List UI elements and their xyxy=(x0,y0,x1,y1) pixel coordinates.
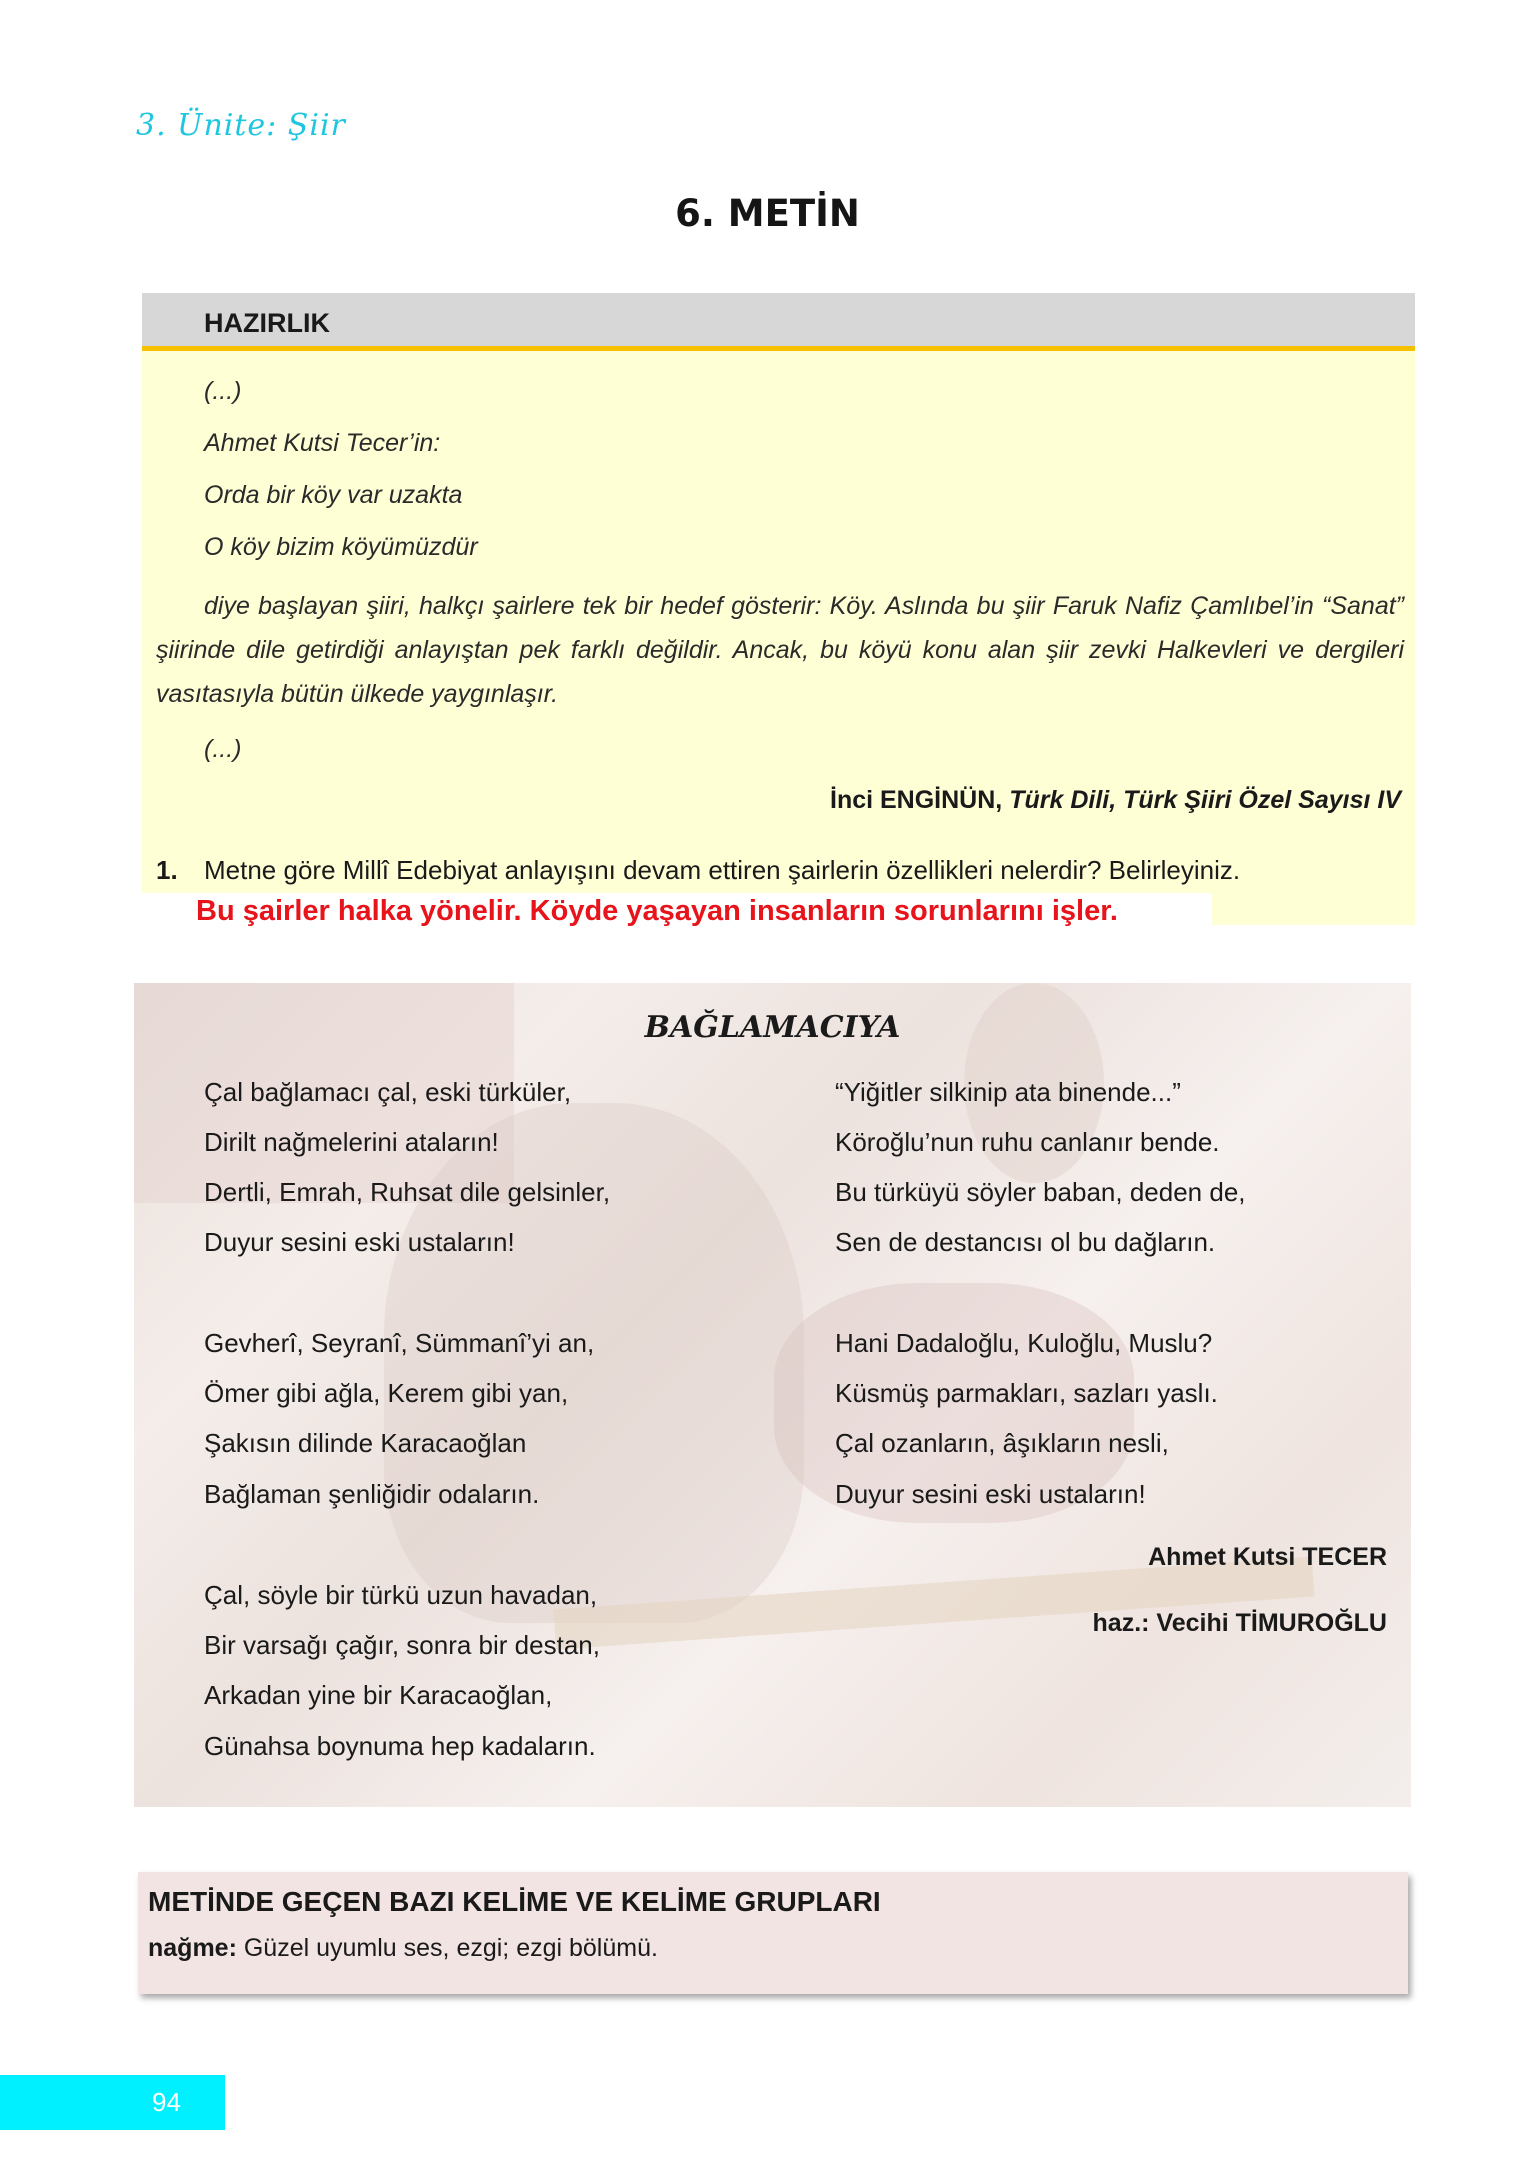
poem-line: Bağlaman şenliğidir odaların. xyxy=(204,1479,540,1509)
prep-closing: (...) xyxy=(204,735,242,763)
poem-line: Dertli, Emrah, Ruhsat dile gelsinler, xyxy=(204,1177,611,1207)
poem-line: Hani Dadaloğlu, Kuloğlu, Muslu? xyxy=(835,1328,1213,1358)
page-number-tab xyxy=(0,2075,225,2130)
unit-label: 3. Ünite: Şiir xyxy=(136,108,346,143)
question-number: 1. xyxy=(156,855,178,885)
poem-line: Bu türküyü söyler baban, deden de, xyxy=(835,1177,1246,1207)
question xyxy=(156,855,1240,886)
poem-line: Sen de destancısı ol bu dağların. xyxy=(835,1227,1216,1257)
poem-line: Çal, söyle bir türkü uzun havadan, xyxy=(204,1580,598,1610)
prep-line: Ahmet Kutsi Tecer’in: xyxy=(204,429,441,457)
poem-title: BAĞLAMACIYA xyxy=(644,1010,901,1045)
poem-line: Arkadan yine bir Karacaoğlan, xyxy=(204,1680,553,1710)
prep-section xyxy=(142,293,1415,925)
poem-section xyxy=(134,983,1411,1807)
poem-line: Ömer gibi ağla, Kerem gibi yan, xyxy=(204,1378,569,1408)
prep-heading: HAZIRLIK xyxy=(204,308,330,338)
prep-source xyxy=(830,786,1401,815)
poem-line: Bir varsağı çağır, sonra bir destan, xyxy=(204,1630,600,1660)
poem-author: Ahmet Kutsi TECER xyxy=(1148,1543,1387,1571)
page-title: 6. METİN xyxy=(675,192,860,235)
page-number: 94 xyxy=(152,2087,181,2117)
poem-line: Günahsa boynuma hep kadaların. xyxy=(204,1731,596,1761)
source-author: İnci ENGİNÜN, xyxy=(830,786,1003,814)
prep-paragraph: diye başlayan şiiri, halkçı şairlere tek bir hedef gösterir: Köy. Aslında bu şiir Faruk Nafiz Çamlıbel’in “Sanat” şiirinde dile getirdiği anlayıştan pek farklı değildir. Ancak, bu köyü konu alan şiir zevki Halkevleri ve dergileri vasıtasıyla bütün ülkede yaygınlaşır. xyxy=(156,592,1404,708)
vocabulary-term: nağme: xyxy=(148,1934,237,1962)
vocabulary-entry xyxy=(148,1934,658,1963)
poem-line: “Yiğitler silkinip ata binende...” xyxy=(835,1077,1181,1107)
poem-line: Çal bağlamacı çal, eski türküler, xyxy=(204,1077,572,1107)
answer-box xyxy=(142,893,1212,931)
poem-line: Şakısın dilinde Karacaoğlan xyxy=(204,1428,527,1458)
poem-line: Gevherî, Seyranî, Sümmanî’yi an, xyxy=(204,1328,595,1358)
poem-line: Küsmüş parmakları, sazları yaslı. xyxy=(835,1378,1218,1408)
prep-line: Orda bir köy var uzakta xyxy=(204,481,463,509)
prep-line: O köy bizim köyümüzdür xyxy=(204,533,478,561)
poem-line: Duyur sesini eski ustaların! xyxy=(835,1479,1146,1509)
source-work: Türk Dili, Türk Şiiri Özel Sayısı IV xyxy=(1009,786,1401,814)
poem-editor: haz.: Vecihi TİMUROĞLU xyxy=(1092,1609,1387,1637)
poem-line: Çal ozanların, âşıkların nesli, xyxy=(835,1428,1169,1458)
prep-line: (...) xyxy=(204,377,242,405)
prep-header xyxy=(142,293,1415,351)
vocabulary-definition: Güzel uyumlu ses, ezgi; ezgi bölümü. xyxy=(236,1934,658,1962)
poem-line: Duyur sesini eski ustaların! xyxy=(204,1227,515,1257)
vocabulary-heading: METİNDE GEÇEN BAZI KELİME VE KELİME GRUPLARI xyxy=(148,1886,881,1917)
poem-line: Dirilt nağmelerini ataların! xyxy=(204,1127,499,1157)
question-text: Metne göre Millî Edebiyat anlayışını devam ettiren şairlerin özellikleri nelerdir? Belirleyiniz. xyxy=(204,855,1241,885)
answer-text: Bu şairler halka yönelir. Köyde yaşayan insanların sorunlarını işler. xyxy=(196,895,1118,927)
poem-line: Köroğlu’nun ruhu canlanır bende. xyxy=(835,1127,1220,1157)
vocabulary-box xyxy=(138,1872,1408,1994)
